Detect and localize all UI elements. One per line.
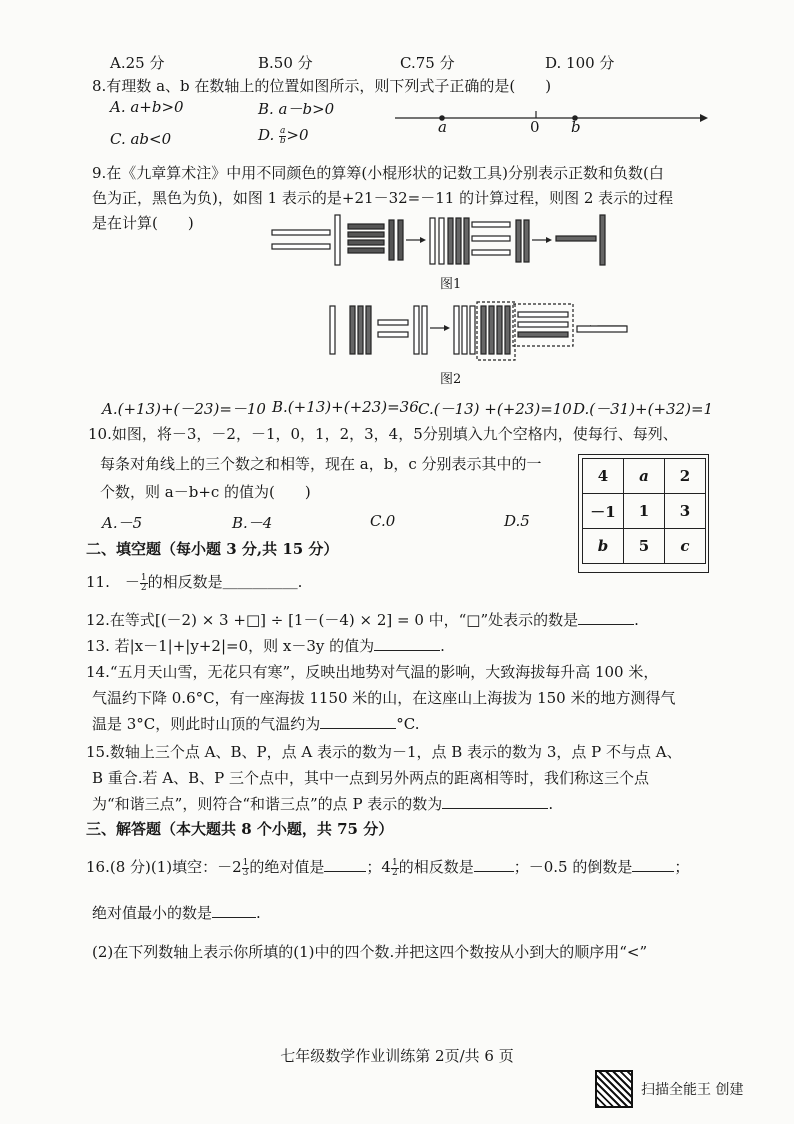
q9-option-c: C.(－13) +(+23)=10 <box>418 400 572 418</box>
grid-cell: 1 <box>624 494 665 529</box>
grid-cell: －1 <box>583 494 624 529</box>
scanner-label: 扫描全能王 创建 <box>641 1082 744 1098</box>
q9-line-3: 是在计算( ) <box>92 214 194 232</box>
section-3-heading: 三、解答题（本大题共 8 个小题，共 75 分） <box>86 820 394 838</box>
q8-stem: 8.有理数 a、b 在数轴上的位置如图所示，则下列式子正确的是( ) <box>92 77 552 95</box>
page-footer: 七年级数学作业训练第 2页/共 6 页 <box>280 1047 514 1065</box>
grid-cell: 4 <box>583 459 624 494</box>
q10-option-b: B.－4 <box>232 514 273 532</box>
q12-text: 12.在等式[(－2) × 3 +□] ÷ [1－(－4) × 2] = 0 中，“□”处表示的数是 . <box>86 611 639 629</box>
q15-line-3: 为“和谐三点”，则符合“和谐三点”的点 P 表示的数为 . <box>92 795 554 813</box>
grid-cell-b: b <box>583 529 624 564</box>
q11-text: 11. － $\frac{1}{2}$ 的相反数是＿＿＿＿＿. <box>86 572 303 593</box>
q15-line-2: B 重合.若 A、B、P 三个点中，其中一点到另外两点的距离相等时，我们称这三个点 <box>92 769 650 787</box>
q16-line-2: 绝对值最小的数是 . <box>92 904 261 922</box>
q10-line-1: 10.如图，将－3，－2，－1，0，1，2，3，4，5分别填入九个空格内，使每行、每列、 <box>88 425 678 443</box>
q9-line-2: 色为正，黑色为负)，如图 1 表示的是+21－32=－11 的计算过程，则图 2 表示的过程 <box>92 189 674 207</box>
scanner-watermark <box>595 1070 743 1108</box>
magic-square-grid <box>582 458 706 564</box>
figure-2-caption: 图2 <box>440 372 462 387</box>
q9-option-d: D.(－31)+(+32)=1 <box>573 400 714 418</box>
figure-2-result-rod <box>575 322 635 336</box>
q10-option-c: C.0 <box>370 512 396 530</box>
q16-part1-line: 16.(8 分)(1)填空：－2 $\frac{1}{3}$ 的绝对值是 ；4 $\frac{1}{2}$ 的相反数是 ；－0.5 的倒数是 ； <box>86 857 690 878</box>
q7-option-c: C.75 分 <box>400 54 455 72</box>
section-2-heading: 二、填空题（每小题 3 分,共 15 分） <box>86 540 339 558</box>
q16-line-3: (2)在下列数轴上表示你所填的(1)中的四个数.并把这四个数按从小到大的顺序用“<” <box>92 943 648 961</box>
grid-cell-c: c <box>665 529 706 564</box>
q8-axis-label-a: a <box>438 118 447 136</box>
q10-option-a: A.－5 <box>102 514 143 532</box>
q14-line-2: 气温约下降 0.6°C，有一座海拔 1150 米的山，在这座山上海拔为 150 米的地方测得气 <box>92 689 676 707</box>
grid-cell: 2 <box>665 459 706 494</box>
qr-code-icon <box>595 1070 633 1108</box>
q9-option-b: B.(+13)+(+23)=36 <box>272 398 419 416</box>
q7-option-d: D. 100 分 <box>545 54 615 72</box>
q15-line-1: 15.数轴上三个点 A、B、P，点 A 表示的数为－1，点 B 表示的数为 3，点 P 不与点 A、 <box>86 743 682 761</box>
q14-line-3: 温是 3°C，则此时山顶的气温约为 °C. <box>92 715 420 733</box>
q7-option-b: B.50 分 <box>258 54 313 72</box>
q8-option-c: C. ab<0 <box>110 130 172 148</box>
q10-line-3: 个数，则 a－b+c 的值为( ) <box>100 483 311 501</box>
q10-line-2: 每条对角线上的三个数之和相等，现在 a，b，c 分别表示其中的一 <box>100 455 542 473</box>
q14-line-1: 14.“五月天山雪，无花只有寒”，反映出地势对气温的影响，大致海拔每升高 100 米， <box>86 663 659 681</box>
q13-text: 13. 若|x－1|+|y+2|=0，则 x－3y 的值为 . <box>86 637 445 655</box>
figure-1-caption: 图1 <box>440 277 462 292</box>
q7-option-a: A.25 分 <box>110 54 165 72</box>
q8-option-b: B. a－b>0 <box>258 100 335 118</box>
grid-cell: 3 <box>665 494 706 529</box>
q8-axis-label-b: b <box>571 118 581 136</box>
q9-option-a: A.(+13)+(－23)=－10 <box>102 400 266 418</box>
figure-1-counting-rods <box>270 210 620 276</box>
grid-cell: 5 <box>624 529 665 564</box>
q8-axis-label-0: 0 <box>530 118 540 136</box>
q10-option-d: D.5 <box>504 512 530 530</box>
q8-option-a: A. a+b>0 <box>110 98 184 116</box>
q9-line-1: 9.在《九章算术注》中用不同颜色的算筹(小棍形状的记数工具)分别表示正数和负数(白 <box>92 164 664 182</box>
q8-option-d: D. $\frac{a}{b}$ >0 <box>258 125 309 146</box>
grid-cell-a: a <box>624 459 665 494</box>
